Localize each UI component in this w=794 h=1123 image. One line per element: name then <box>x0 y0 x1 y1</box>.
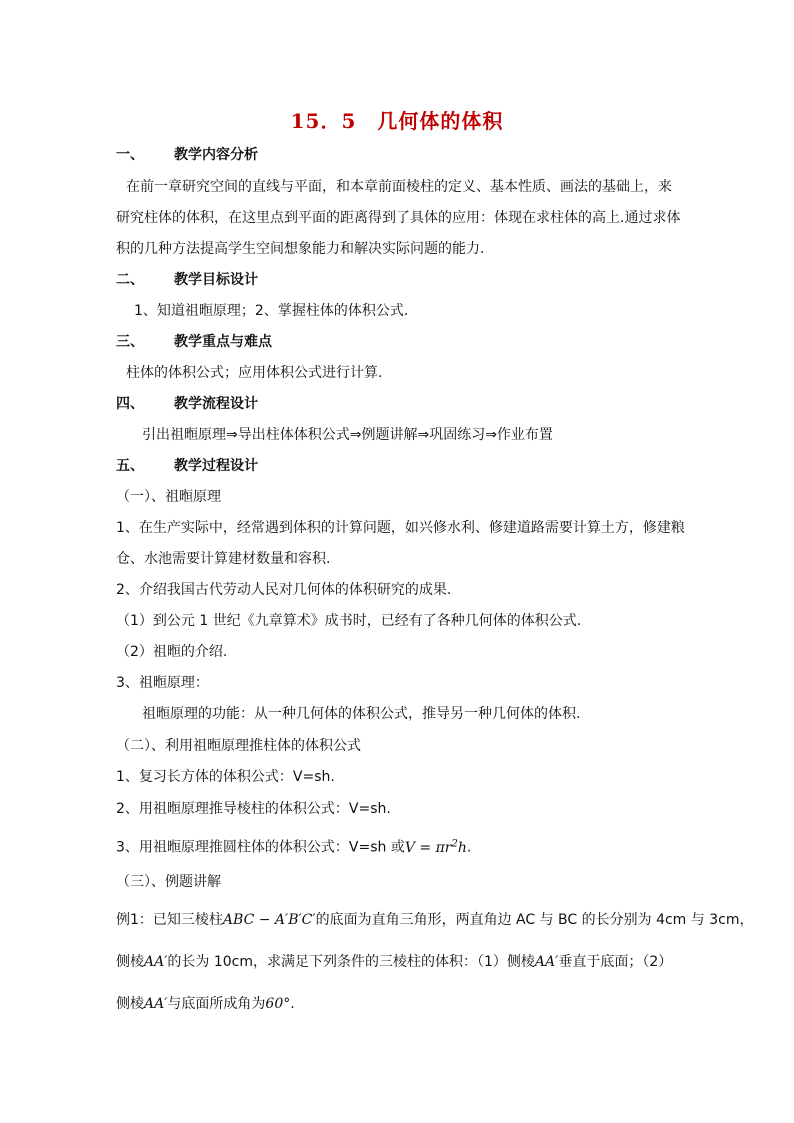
section-number: 五、 <box>116 458 144 474</box>
section-heading-1 <box>116 145 258 165</box>
formula-tail: h <box>457 839 467 856</box>
section-label: 教学内容分析 <box>174 147 258 163</box>
example-text: 侧棱 <box>116 996 144 1012</box>
key-points-text: 柱体的体积公式；应用体积公式进行计算. <box>126 365 383 381</box>
paragraph-line: 在前一章研究空间的直线与平面，和本章前面棱柱的定义、基本性质、画法的基础上，来 <box>126 179 672 195</box>
section-number: 一、 <box>116 147 144 163</box>
example-line <box>116 952 672 972</box>
section-heading-4 <box>116 394 258 414</box>
section-heading-3 <box>116 332 272 352</box>
cylinder-volume-formula <box>405 840 467 856</box>
subsection-title: （一）、祖暅原理 <box>116 489 221 505</box>
section-label: 教学过程设计 <box>174 458 258 474</box>
example-text: 侧棱 <box>116 954 144 970</box>
example-text: 垂直于底面；（2） <box>558 954 673 970</box>
angle-label: 60° <box>265 996 291 1012</box>
formula-prefix: 3、用祖暅原理推圆柱体的体积公式：V=sh 或 <box>116 839 405 856</box>
doc-title: 15．5 几何体的体积 <box>290 109 504 133</box>
paragraph-line: （2）祖暅的介绍. <box>116 644 228 660</box>
paragraph-line: 研究柱体的体积，在这里点到平面的距离得到了具体的应用：体现在求柱体的高上.通过求体 <box>116 210 681 226</box>
section-number: 二、 <box>116 272 144 288</box>
paragraph-line: 积的几种方法提高学生空间想象能力和解决实际问题的能力. <box>116 241 485 257</box>
subsection-title: （二）、利用祖暅原理推柱体的体积公式 <box>116 738 361 754</box>
flow-text: 引出祖暅原理⇒导出柱体体积公式⇒例题讲解⇒巩固练习⇒作业布置 <box>142 427 553 443</box>
example-line <box>116 910 753 930</box>
paragraph-line: 2、用祖暅原理推导棱柱的体积公式：V=sh. <box>116 801 391 817</box>
section-label: 教学重点与难点 <box>174 334 272 350</box>
prism-label: ABC − A′B′C′ <box>222 912 316 928</box>
edge-label: AA′ <box>534 954 559 970</box>
section-heading-5 <box>116 456 258 476</box>
paragraph-line: 祖暅原理的功能：从一种几何体的体积公式，推导另一种几何体的体积. <box>142 706 581 722</box>
formula-line <box>116 834 471 858</box>
paragraph-line: 3、祖暅原理： <box>116 675 209 691</box>
section-number: 三、 <box>116 334 144 350</box>
section-label: 教学目标设计 <box>174 272 258 288</box>
example-text: 的底面为直角三角形，两直角边 AC 与 BC 的长分别为 4cm 与 3cm， <box>315 912 754 928</box>
paragraph-line: 1、复习长方体的体积公式：V=sh. <box>116 769 335 785</box>
formula-suffix: . <box>466 839 472 856</box>
example-line <box>116 994 295 1014</box>
section-heading-2 <box>116 270 258 290</box>
example-text: 的长为 10cm，求满足下列条件的三棱柱的体积：（1）侧棱 <box>167 954 535 970</box>
example-text: 例1：已知三棱柱 <box>116 912 223 928</box>
subsection-title: （三）、例题讲解 <box>116 874 221 890</box>
paragraph-line: 2、介绍我国古代劳动人民对几何体的体积研究的成果. <box>116 582 452 598</box>
paragraph-line: （1）到公元 1 世纪《九章算术》成书时，已经有了各种几何体的体积公式. <box>116 613 582 629</box>
paragraph-line: 仓、水池需要计算建材数量和容积. <box>116 551 331 567</box>
example-text: 与底面所成角为 <box>167 996 266 1012</box>
section-number: 四、 <box>116 396 144 412</box>
section-label: 教学流程设计 <box>174 396 258 412</box>
formula-exponent: 2 <box>451 838 458 849</box>
objectives-text: 1、知道祖暅原理；2、掌握柱体的体积公式. <box>134 303 409 319</box>
paragraph-line: 1、在生产实际中，经常遇到体积的计算问题，如兴修水利、修建道路需要计算土方，修建粮 <box>116 520 685 536</box>
edge-label: AA′ <box>144 954 168 970</box>
edge-label: AA′ <box>144 996 168 1012</box>
example-text: . <box>290 996 295 1012</box>
formula-base: V = πr <box>404 839 452 856</box>
